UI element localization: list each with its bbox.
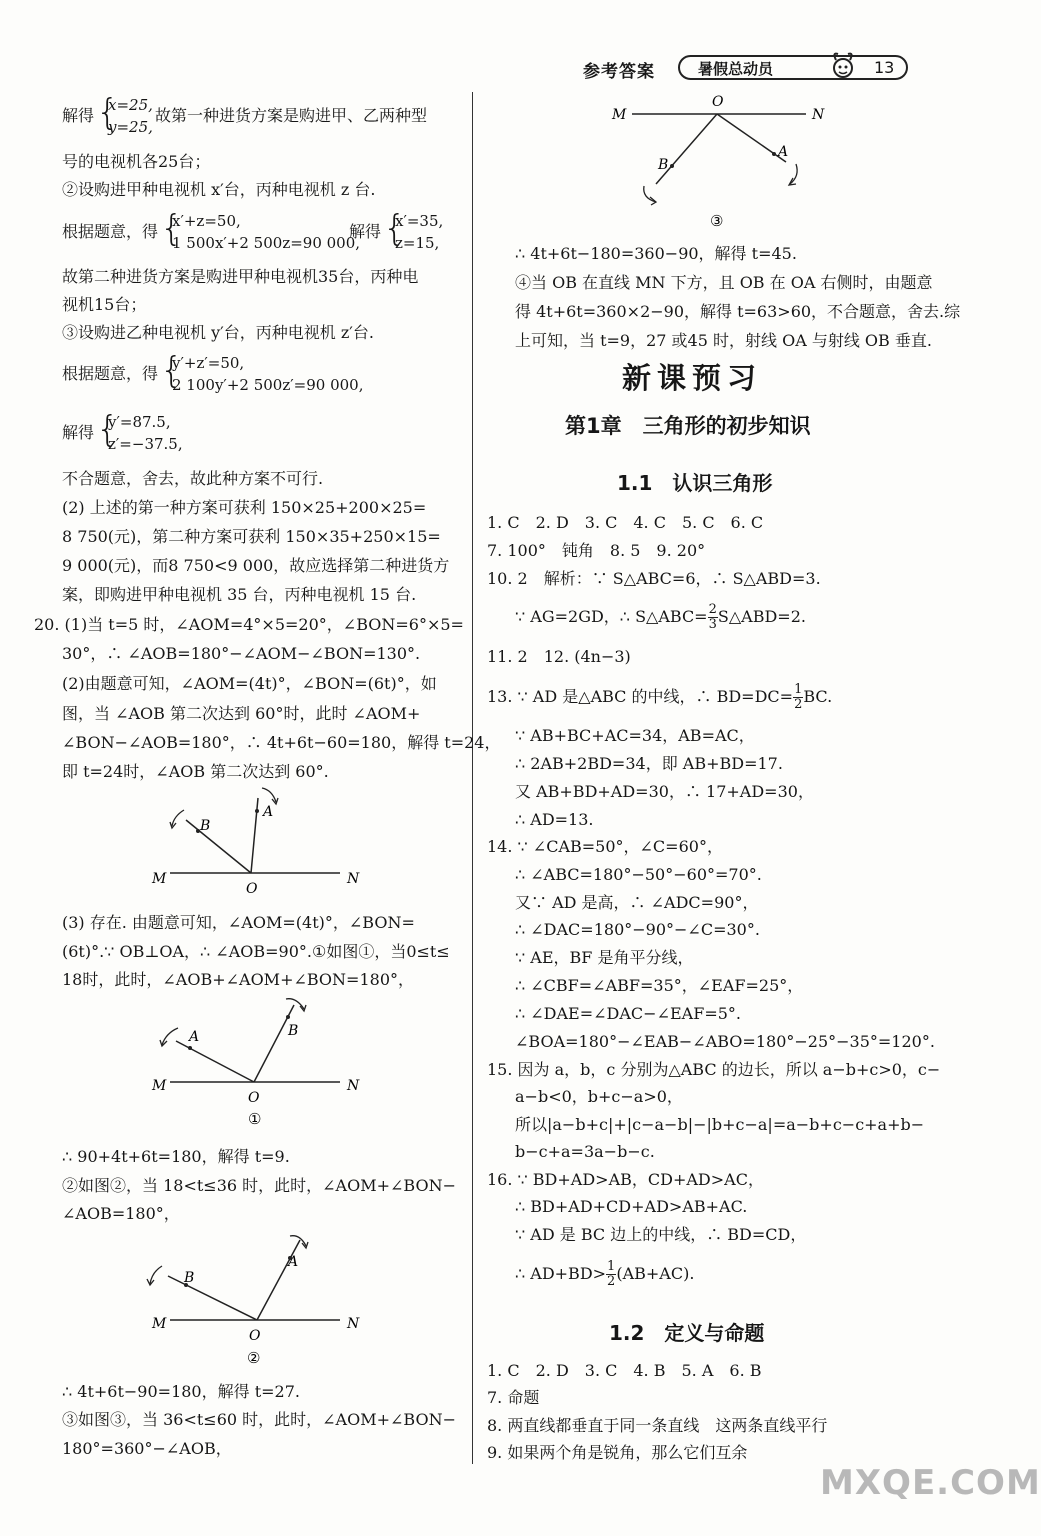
answer-section-title: 参考答案 xyxy=(583,62,655,82)
text-line: 30°，∴ ∠AOB=180°−∠AOM−∠BON=130°. xyxy=(62,644,421,663)
text-line: (2)由题意可知，∠AOM=(4t)°，∠BON=(6t)°，如 xyxy=(62,674,437,693)
label-B: B xyxy=(200,818,211,834)
text-line: 解得 xyxy=(62,106,95,125)
fraction xyxy=(793,683,803,712)
figure-caption: ③ xyxy=(710,212,724,230)
angle-diagram-figure1 xyxy=(140,995,370,1135)
label-N: N xyxy=(347,1078,360,1094)
text-line: 8 750(元)，第二种方案可获利 150×35+250×15= xyxy=(62,527,441,546)
fraction-denominator: 2 xyxy=(794,697,803,712)
label-B: B xyxy=(288,1023,299,1039)
text-line: ∴ 90+4t+6t=180，解得 t=9. xyxy=(62,1147,290,1166)
equation: y′+z′=50, xyxy=(172,354,245,372)
watermark: MXQE.COM xyxy=(820,1463,1041,1503)
fraction-prefix: ∴ AD+BD> xyxy=(515,1264,607,1283)
answer-line: 8. 两直线都垂直于同一条直线 这两条直线平行 xyxy=(487,1416,828,1435)
label-B: B xyxy=(658,157,669,173)
text-line: ③如图③，当 36<t≤60 时，此时，∠AOM+∠BON− xyxy=(62,1410,456,1429)
answer-line: ∵ AE，BF 是角平分线， xyxy=(515,948,694,967)
label-M: M xyxy=(152,1316,167,1332)
fraction-suffix: (AB+AC). xyxy=(616,1264,695,1283)
text-line: 案，即购进甲种电视机 35 台，丙种电视机 15 台. xyxy=(62,585,417,604)
fraction-numerator: 1 xyxy=(607,1259,616,1274)
fraction-numerator: 1 xyxy=(794,682,803,697)
text-line: ②设购进甲种电视机 x′台，丙种电视机 z 台. xyxy=(62,180,376,199)
label-N: N xyxy=(812,107,825,123)
equation: 1 500x′+2 500z=90 000, xyxy=(172,234,361,252)
text-line: 根据题意，得 xyxy=(62,222,159,241)
equation: x′=35, xyxy=(395,212,444,230)
text-line: 解得 xyxy=(349,222,382,241)
fraction xyxy=(708,603,718,632)
equation: y′=87.5, xyxy=(108,413,171,431)
label-O: O xyxy=(248,1090,260,1106)
text-line: 解得 xyxy=(62,423,95,442)
text-line: ∠BON−∠AOB=180°，∴ 4t+6t−60=180，解得 t=24， xyxy=(62,733,501,752)
answer-line: 9. 如果两个角是锐角，那么它们互余 xyxy=(487,1443,748,1462)
fraction-denominator: 3 xyxy=(708,617,717,632)
column-divider xyxy=(472,92,473,1464)
answer-line: ∴ ∠DAE=∠DAC−∠EAF=5°. xyxy=(515,1004,741,1023)
equation: z′=−37.5, xyxy=(108,435,183,453)
series-name: 暑假总动员 xyxy=(698,60,774,78)
text-line: 根据题意，得 xyxy=(62,364,159,383)
text-line: 上可知，当 t=9，27 或45 时，射线 OA 与射线 OB 垂直. xyxy=(515,331,932,350)
text-line: 故第二种进货方案是购进甲种电视机35台，丙种电 xyxy=(62,267,419,286)
text-line: ③设购进乙种电视机 y′台，丙种电视机 z′台. xyxy=(62,323,374,342)
label-A: A xyxy=(263,804,274,820)
text-line: 即 t=24时，∠AOB 第二次达到 60°. xyxy=(62,762,329,781)
equation: z=15, xyxy=(395,234,440,252)
equation: x=25, xyxy=(108,96,153,114)
answer-line: 所以|a−b+c|+|c−a−b|−|b+c−a|=a−b+c−c+a+b− xyxy=(515,1115,925,1134)
label-M: M xyxy=(612,107,627,123)
answer-line: 11. 2 12. (4n−3) xyxy=(487,647,631,666)
label-M: M xyxy=(152,1078,167,1094)
text-line: 不合题意，舍去，故此种方案不可行. xyxy=(62,469,324,488)
answer-line: ∴ ∠CBF=∠ABF=35°，∠EAF=25°， xyxy=(515,976,804,995)
equation: y=25, xyxy=(108,118,153,136)
figure-caption: ② xyxy=(247,1349,261,1367)
angle-diagram-figure3 xyxy=(600,92,840,232)
equation: 2 100y′+2 500z′=90 000, xyxy=(172,376,364,394)
label-B: B xyxy=(184,1270,195,1286)
text-line: 得 4t+6t=360×2−90，解得 t=63>60，不合题意，舍去.综 xyxy=(515,302,961,321)
mascot-icon xyxy=(826,50,860,82)
answer-line: ∴ BD+AD+CD+AD>AB+AC. xyxy=(515,1197,748,1216)
text-line: (3) 存在. 由题意可知，∠AOM=(4t)°，∠BON= xyxy=(62,913,415,932)
answer-line: 1. C 2. D 3. C 4. B 5. A 6. B xyxy=(487,1361,762,1380)
answer-line: 又∵ AD 是高，∴ ∠ADC=90°， xyxy=(515,893,759,912)
answer-line: 14. ∵ ∠CAB=50°，∠C=60°， xyxy=(487,837,723,856)
brace: { xyxy=(160,350,183,391)
label-A: A xyxy=(288,1254,299,1270)
fraction-suffix: S△ABD=2. xyxy=(717,607,806,626)
text-line: 20. (1)当 t=5 时，∠AOM=4°×5=20°，∠BON=6°×5= xyxy=(34,615,464,634)
answer-line: a−b<0，b+c−a>0， xyxy=(515,1087,683,1106)
answer-line xyxy=(487,680,832,714)
label-O: O xyxy=(246,881,258,897)
answer-line xyxy=(515,1257,694,1291)
answer-line: 1. C 2. D 3. C 4. C 5. C 6. C xyxy=(487,513,764,532)
text-line: 9 000(元)，而8 750<9 000，故应选择第二种进货方 xyxy=(62,556,450,575)
equation: x′+z=50, xyxy=(172,212,241,230)
answer-line: 又 AB+BD+AD=30，∴ 17+AD=30， xyxy=(515,782,814,801)
section-title: 1.2 定义与命题 xyxy=(609,1321,765,1345)
fraction-denominator: 2 xyxy=(607,1274,616,1289)
label-A: A xyxy=(778,144,789,160)
angle-diagram-part2 xyxy=(140,780,370,900)
brace: { xyxy=(383,208,406,249)
text-line: 故第一种进货方案是购进甲、乙两种型 xyxy=(155,106,428,125)
fraction xyxy=(606,1260,616,1289)
text-line: 180°=360°−∠AOB， xyxy=(62,1439,232,1458)
answer-line: ∠BOA=180°−∠EAB−∠ABO=180°−25°−35°=120°. xyxy=(515,1032,935,1051)
answer-line xyxy=(515,600,806,634)
label-N: N xyxy=(347,1316,360,1332)
answer-line: 7. 100° 钝角 8. 5 9. 20° xyxy=(487,541,706,560)
angle-diagram-figure2 xyxy=(140,1230,370,1375)
figure-caption: ① xyxy=(248,1110,262,1128)
label-O: O xyxy=(712,94,724,110)
page-number: 13 xyxy=(874,58,895,77)
answer-line: 16. ∵ BD+AD>AB，CD+AD>AC， xyxy=(487,1170,764,1189)
answer-line: ∴ ∠ABC=180°−50°−60°=70°. xyxy=(515,865,762,884)
label-M: M xyxy=(152,871,167,887)
answer-line: 10. 2 解析：∵ S△ABC=6，∴ S△ABD=3. xyxy=(487,569,821,588)
answer-line: 15. 因为 a，b，c 分别为△ABC 的边长，所以 a−b+c>0，c− xyxy=(487,1060,941,1079)
text-line: (2) 上述的第一种方案可获利 150×25+200×25= xyxy=(62,498,427,517)
answer-line: ∴ 2AB+2BD=34，即 AB+BD=17. xyxy=(515,754,783,773)
text-line: ∴ 4t+6t−90=180，解得 t=27. xyxy=(62,1382,300,1401)
answer-line: ∴ AD=13. xyxy=(515,810,594,829)
brace: { xyxy=(96,92,119,133)
text-line: ∠AOB=180°， xyxy=(62,1204,180,1223)
section-title: 1.1 认识三角形 xyxy=(617,471,773,495)
text-line: 18时，此时，∠AOB+∠AOM+∠BON=180°， xyxy=(62,970,414,989)
fraction-numerator: 2 xyxy=(708,602,717,617)
chapter-title: 第1章 三角形的初步知识 xyxy=(565,414,811,438)
brace: { xyxy=(96,409,119,450)
fraction-suffix: BC. xyxy=(803,687,833,706)
label-O: O xyxy=(249,1328,261,1344)
answer-line: ∵ AB+BC+AC=34，AB=AC， xyxy=(515,726,755,745)
label-N: N xyxy=(347,871,360,887)
text-line: ②如图②，当 18<t≤36 时，此时，∠AOM+∠BON− xyxy=(62,1176,456,1195)
text-line: (6t)°.∵ OB⊥OA，∴ ∠AOB=90°.①如图①，当0≤t≤ xyxy=(62,942,450,961)
text-line: 视机15台； xyxy=(62,295,147,314)
fraction-prefix: 13. ∵ AD 是△ABC 的中线，∴ BD=DC= xyxy=(487,687,794,706)
part-title: 新课预习 xyxy=(622,361,763,395)
label-A: A xyxy=(189,1029,200,1045)
text-line: 号的电视机各25台； xyxy=(62,152,211,171)
text-line: 图，当 ∠AOB 第二次达到 60°时，此时 ∠AOM+ xyxy=(62,704,421,723)
answer-line: 7. 命题 xyxy=(487,1388,540,1407)
answer-line: ∵ AD 是 BC 边上的中线，∴ BD=CD， xyxy=(515,1225,807,1244)
answer-line: b−c+a=3a−b−c. xyxy=(515,1142,655,1161)
text-line: ∴ 4t+6t−180=360−90，解得 t=45. xyxy=(515,244,797,263)
fraction-prefix: ∵ AG=2GD，∴ S△ABC= xyxy=(515,607,708,626)
answer-line: ∴ ∠DAC=180°−90°−∠C=30°. xyxy=(515,920,760,939)
text-line: ④当 OB 在直线 MN 下方，且 OB 在 OA 右侧时，由题意 xyxy=(515,273,933,292)
brace: { xyxy=(160,208,183,249)
